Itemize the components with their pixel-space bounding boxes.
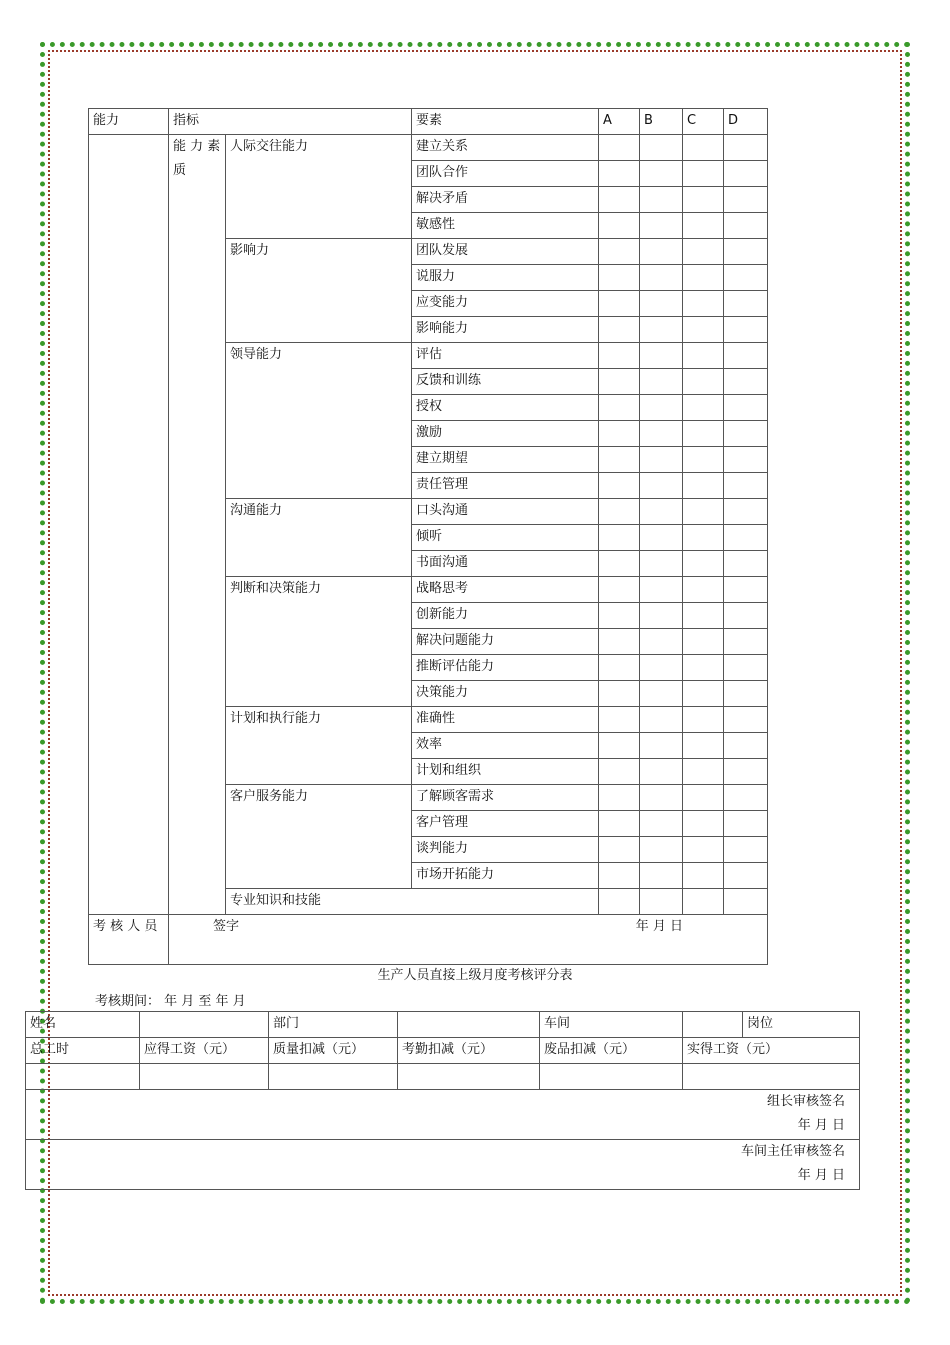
score-cell-b[interactable] [640,837,683,863]
score-cell-b[interactable] [640,655,683,681]
element-cell: 市场开拓能力 [412,863,599,889]
element-cell: 评估 [412,343,599,369]
score-cell-b[interactable] [640,629,683,655]
score-cell-b[interactable] [640,421,683,447]
score-cell-a[interactable] [599,343,640,369]
total-hours-cell[interactable] [26,1064,140,1090]
element-cell: 准确性 [412,707,599,733]
score-cell-a[interactable] [599,863,640,889]
table-row [26,1038,860,1064]
score-cell-a[interactable] [599,213,640,239]
score-cell-c[interactable] [683,317,724,343]
score-cell-b[interactable] [640,759,683,785]
score-cell-d[interactable] [724,161,768,187]
score-cell-c[interactable] [683,187,724,213]
score-cell-c[interactable] [683,629,724,655]
header-a: A [599,109,640,135]
score-cell-c[interactable] [683,239,724,265]
indicator-group: 沟通能力 [226,499,412,577]
score-cell-a[interactable] [599,369,640,395]
score-cell-d[interactable] [724,369,768,395]
score-cell-b[interactable] [640,525,683,551]
score-cell-a[interactable] [599,889,640,915]
score-cell-d[interactable] [724,785,768,811]
table-row [26,1140,860,1190]
score-cell-a[interactable] [599,187,640,213]
header-ability: 能力 [89,109,169,135]
indicator-group: 影响力 [226,239,412,343]
quality-deduction-label: 质量扣减（元） [269,1038,398,1064]
score-cell-c[interactable] [683,213,724,239]
score-cell-b[interactable] [640,603,683,629]
scrap-deduction-label: 废品扣减（元） [540,1038,683,1064]
score-cell-a[interactable] [599,733,640,759]
score-cell-d[interactable] [724,213,768,239]
element-cell: 倾听 [412,525,599,551]
score-cell-d[interactable] [724,317,768,343]
element-cell: 决策能力 [412,681,599,707]
score-cell-b[interactable] [640,369,683,395]
element-cell: 反馈和训练 [412,369,599,395]
element-cell: 解决问题能力 [412,629,599,655]
score-cell-a[interactable] [599,629,640,655]
indicator-group: 客户服务能力 [226,785,412,889]
score-cell-c[interactable] [683,525,724,551]
score-cell-b[interactable] [640,551,683,577]
score-cell-a[interactable] [599,473,640,499]
group-leader-signature-cell[interactable] [26,1090,860,1140]
form-title: 生产人员直接上级月度考核评分表 [377,968,573,983]
department-value-cell[interactable] [398,1012,540,1038]
element-cell: 计划和组织 [412,759,599,785]
score-cell-d[interactable] [724,447,768,473]
score-cell-d[interactable] [724,655,768,681]
element-cell: 书面沟通 [412,551,599,577]
score-cell-b[interactable] [640,811,683,837]
score-cell-b[interactable] [640,889,683,915]
score-cell-b[interactable] [640,343,683,369]
actual-wage-label: 实得工资（元） [683,1038,860,1064]
score-cell-c[interactable] [683,811,724,837]
score-cell-c[interactable] [683,837,724,863]
score-cell-d[interactable] [724,135,768,161]
quality-deduction-cell[interactable] [269,1064,398,1090]
score-cell-b[interactable] [640,499,683,525]
score-cell-d[interactable] [724,863,768,889]
reviewer-signature-cell[interactable] [169,915,768,965]
score-cell-a[interactable] [599,317,640,343]
score-cell-d[interactable] [724,343,768,369]
reviewer-label: 考 核 人 员 [89,915,169,965]
header-d: D [724,109,768,135]
score-cell-b[interactable] [640,213,683,239]
score-cell-b[interactable] [640,239,683,265]
score-cell-a[interactable] [599,447,640,473]
score-cell-b[interactable] [640,863,683,889]
score-cell-d[interactable] [724,759,768,785]
score-cell-d[interactable] [724,889,768,915]
score-cell-d[interactable] [724,733,768,759]
element-cell: 团队合作 [412,161,599,187]
table-row [89,915,768,965]
score-cell-a[interactable] [599,525,640,551]
score-cell-a[interactable] [599,603,640,629]
group-leader-sign-label: 组长审核签名 [766,1094,845,1109]
element-cell: 推断评估能力 [412,655,599,681]
score-cell-c[interactable] [683,551,724,577]
score-cell-d[interactable] [724,681,768,707]
name-label: 姓名 [26,1012,140,1038]
element-cell: 授权 [412,395,599,421]
score-cell-b[interactable] [640,473,683,499]
name-value-cell[interactable] [140,1012,269,1038]
score-cell-b[interactable] [640,447,683,473]
score-cell-c[interactable] [683,733,724,759]
score-cell-b[interactable] [640,707,683,733]
score-cell-c[interactable] [683,421,724,447]
score-cell-d[interactable] [724,525,768,551]
score-cell-d[interactable] [724,265,768,291]
score-cell-b[interactable] [640,291,683,317]
score-cell-c[interactable] [683,291,724,317]
element-cell: 建立期望 [412,447,599,473]
indicator-group: 人际交往能力 [226,135,412,239]
table-row [89,135,768,161]
element-cell: 建立关系 [412,135,599,161]
score-cell-a[interactable] [599,655,640,681]
score-cell-a[interactable] [599,837,640,863]
element-cell: 说服力 [412,265,599,291]
score-cell-c[interactable] [683,161,724,187]
table-row [26,1012,860,1038]
score-cell-b[interactable] [640,187,683,213]
element-cell: 激励 [412,421,599,447]
workshop-value-cell[interactable] [683,1012,743,1038]
workshop-director-signature-cell[interactable] [26,1140,860,1190]
attendance-deduction-cell[interactable] [398,1064,540,1090]
header-indicator: 指标 [169,109,412,135]
score-cell-c[interactable] [683,265,724,291]
score-cell-d[interactable] [724,473,768,499]
attendance-deduction-label: 考勤扣减（元） [398,1038,540,1064]
score-cell-b[interactable] [640,265,683,291]
evaluation-period: 考核期间： 年 月 至 年 月 [95,994,246,1009]
score-cell-d[interactable] [724,577,768,603]
score-cell-c[interactable] [683,473,724,499]
score-cell-b[interactable] [640,681,683,707]
workshop-director-date: 年 月 日 [797,1168,845,1183]
table-row [89,109,768,135]
score-cell-d[interactable] [724,603,768,629]
score-cell-b[interactable] [640,785,683,811]
element-cell: 战略思考 [412,577,599,603]
table-row [26,1064,860,1090]
signature-label: 签字 [213,919,240,934]
indicator-group: 计划和执行能力 [226,707,412,785]
score-cell-d[interactable] [724,239,768,265]
header-b: B [640,109,683,135]
score-cell-b[interactable] [640,135,683,161]
score-cell-c[interactable] [683,863,724,889]
score-cell-c[interactable] [683,577,724,603]
score-cell-d[interactable] [724,187,768,213]
score-cell-d[interactable] [724,551,768,577]
signature-date: 年 月 日 [635,919,684,934]
score-cell-a[interactable] [599,811,640,837]
score-cell-d[interactable] [724,395,768,421]
score-cell-a[interactable] [599,135,640,161]
payable-wage-label: 应得工资（元） [140,1038,269,1064]
score-cell-c[interactable] [683,655,724,681]
score-cell-d[interactable] [724,837,768,863]
element-cell: 应变能力 [412,291,599,317]
score-cell-c[interactable] [683,681,724,707]
quality-label: 能 力 素质 [169,135,226,915]
score-cell-d[interactable] [724,421,768,447]
element-cell: 创新能力 [412,603,599,629]
score-cell-c[interactable] [683,889,724,915]
indicator-group: 判断和决策能力 [226,577,412,707]
score-cell-c[interactable] [683,447,724,473]
total-hours-label: 总工时 [26,1038,140,1064]
score-cell-c[interactable] [683,135,724,161]
element-cell: 团队发展 [412,239,599,265]
workshop-director-sign-label: 车间主任审核签名 [740,1144,845,1159]
score-cell-a[interactable] [599,785,640,811]
ability-blank-cell [89,135,169,915]
score-cell-c[interactable] [683,395,724,421]
score-cell-b[interactable] [640,317,683,343]
indicator-group: 领导能力 [226,343,412,499]
score-cell-d[interactable] [724,707,768,733]
score-cell-b[interactable] [640,395,683,421]
header-c: C [683,109,724,135]
score-cell-a[interactable] [599,291,640,317]
score-cell-b[interactable] [640,161,683,187]
workshop-label: 车间 [540,1012,683,1038]
element-cell: 谈判能力 [412,837,599,863]
score-cell-c[interactable] [683,343,724,369]
element-cell: 责任管理 [412,473,599,499]
score-cell-a[interactable] [599,421,640,447]
element-cell: 效率 [412,733,599,759]
score-cell-a[interactable] [599,577,640,603]
professional-skill: 专业知识和技能 [226,889,599,915]
post-label: 岗位 [743,1012,860,1038]
score-cell-a[interactable] [599,161,640,187]
score-cell-c[interactable] [683,759,724,785]
element-cell: 了解顾客需求 [412,785,599,811]
score-cell-c[interactable] [683,707,724,733]
score-cell-a[interactable] [599,239,640,265]
header-element: 要素 [412,109,599,135]
score-cell-a[interactable] [599,265,640,291]
element-cell: 客户管理 [412,811,599,837]
element-cell: 影响能力 [412,317,599,343]
ability-evaluation-table [88,108,768,965]
payable-wage-cell[interactable] [140,1064,269,1090]
score-cell-c[interactable] [683,499,724,525]
score-cell-c[interactable] [683,603,724,629]
salary-table [25,1011,860,1190]
score-cell-a[interactable] [599,707,640,733]
element-cell: 解决矛盾 [412,187,599,213]
score-cell-b[interactable] [640,577,683,603]
score-cell-c[interactable] [683,785,724,811]
score-cell-a[interactable] [599,681,640,707]
score-cell-d[interactable] [724,629,768,655]
score-cell-d[interactable] [724,499,768,525]
group-leader-date: 年 月 日 [797,1118,845,1133]
score-cell-a[interactable] [599,551,640,577]
scrap-deduction-cell[interactable] [540,1064,683,1090]
table-row [26,1090,860,1140]
department-label: 部门 [269,1012,398,1038]
score-cell-b[interactable] [640,733,683,759]
score-cell-a[interactable] [599,499,640,525]
score-cell-d[interactable] [724,811,768,837]
score-cell-d[interactable] [724,291,768,317]
score-cell-a[interactable] [599,759,640,785]
element-cell: 敏感性 [412,213,599,239]
element-cell: 口头沟通 [412,499,599,525]
actual-wage-cell[interactable] [683,1064,860,1090]
score-cell-c[interactable] [683,369,724,395]
score-cell-a[interactable] [599,395,640,421]
